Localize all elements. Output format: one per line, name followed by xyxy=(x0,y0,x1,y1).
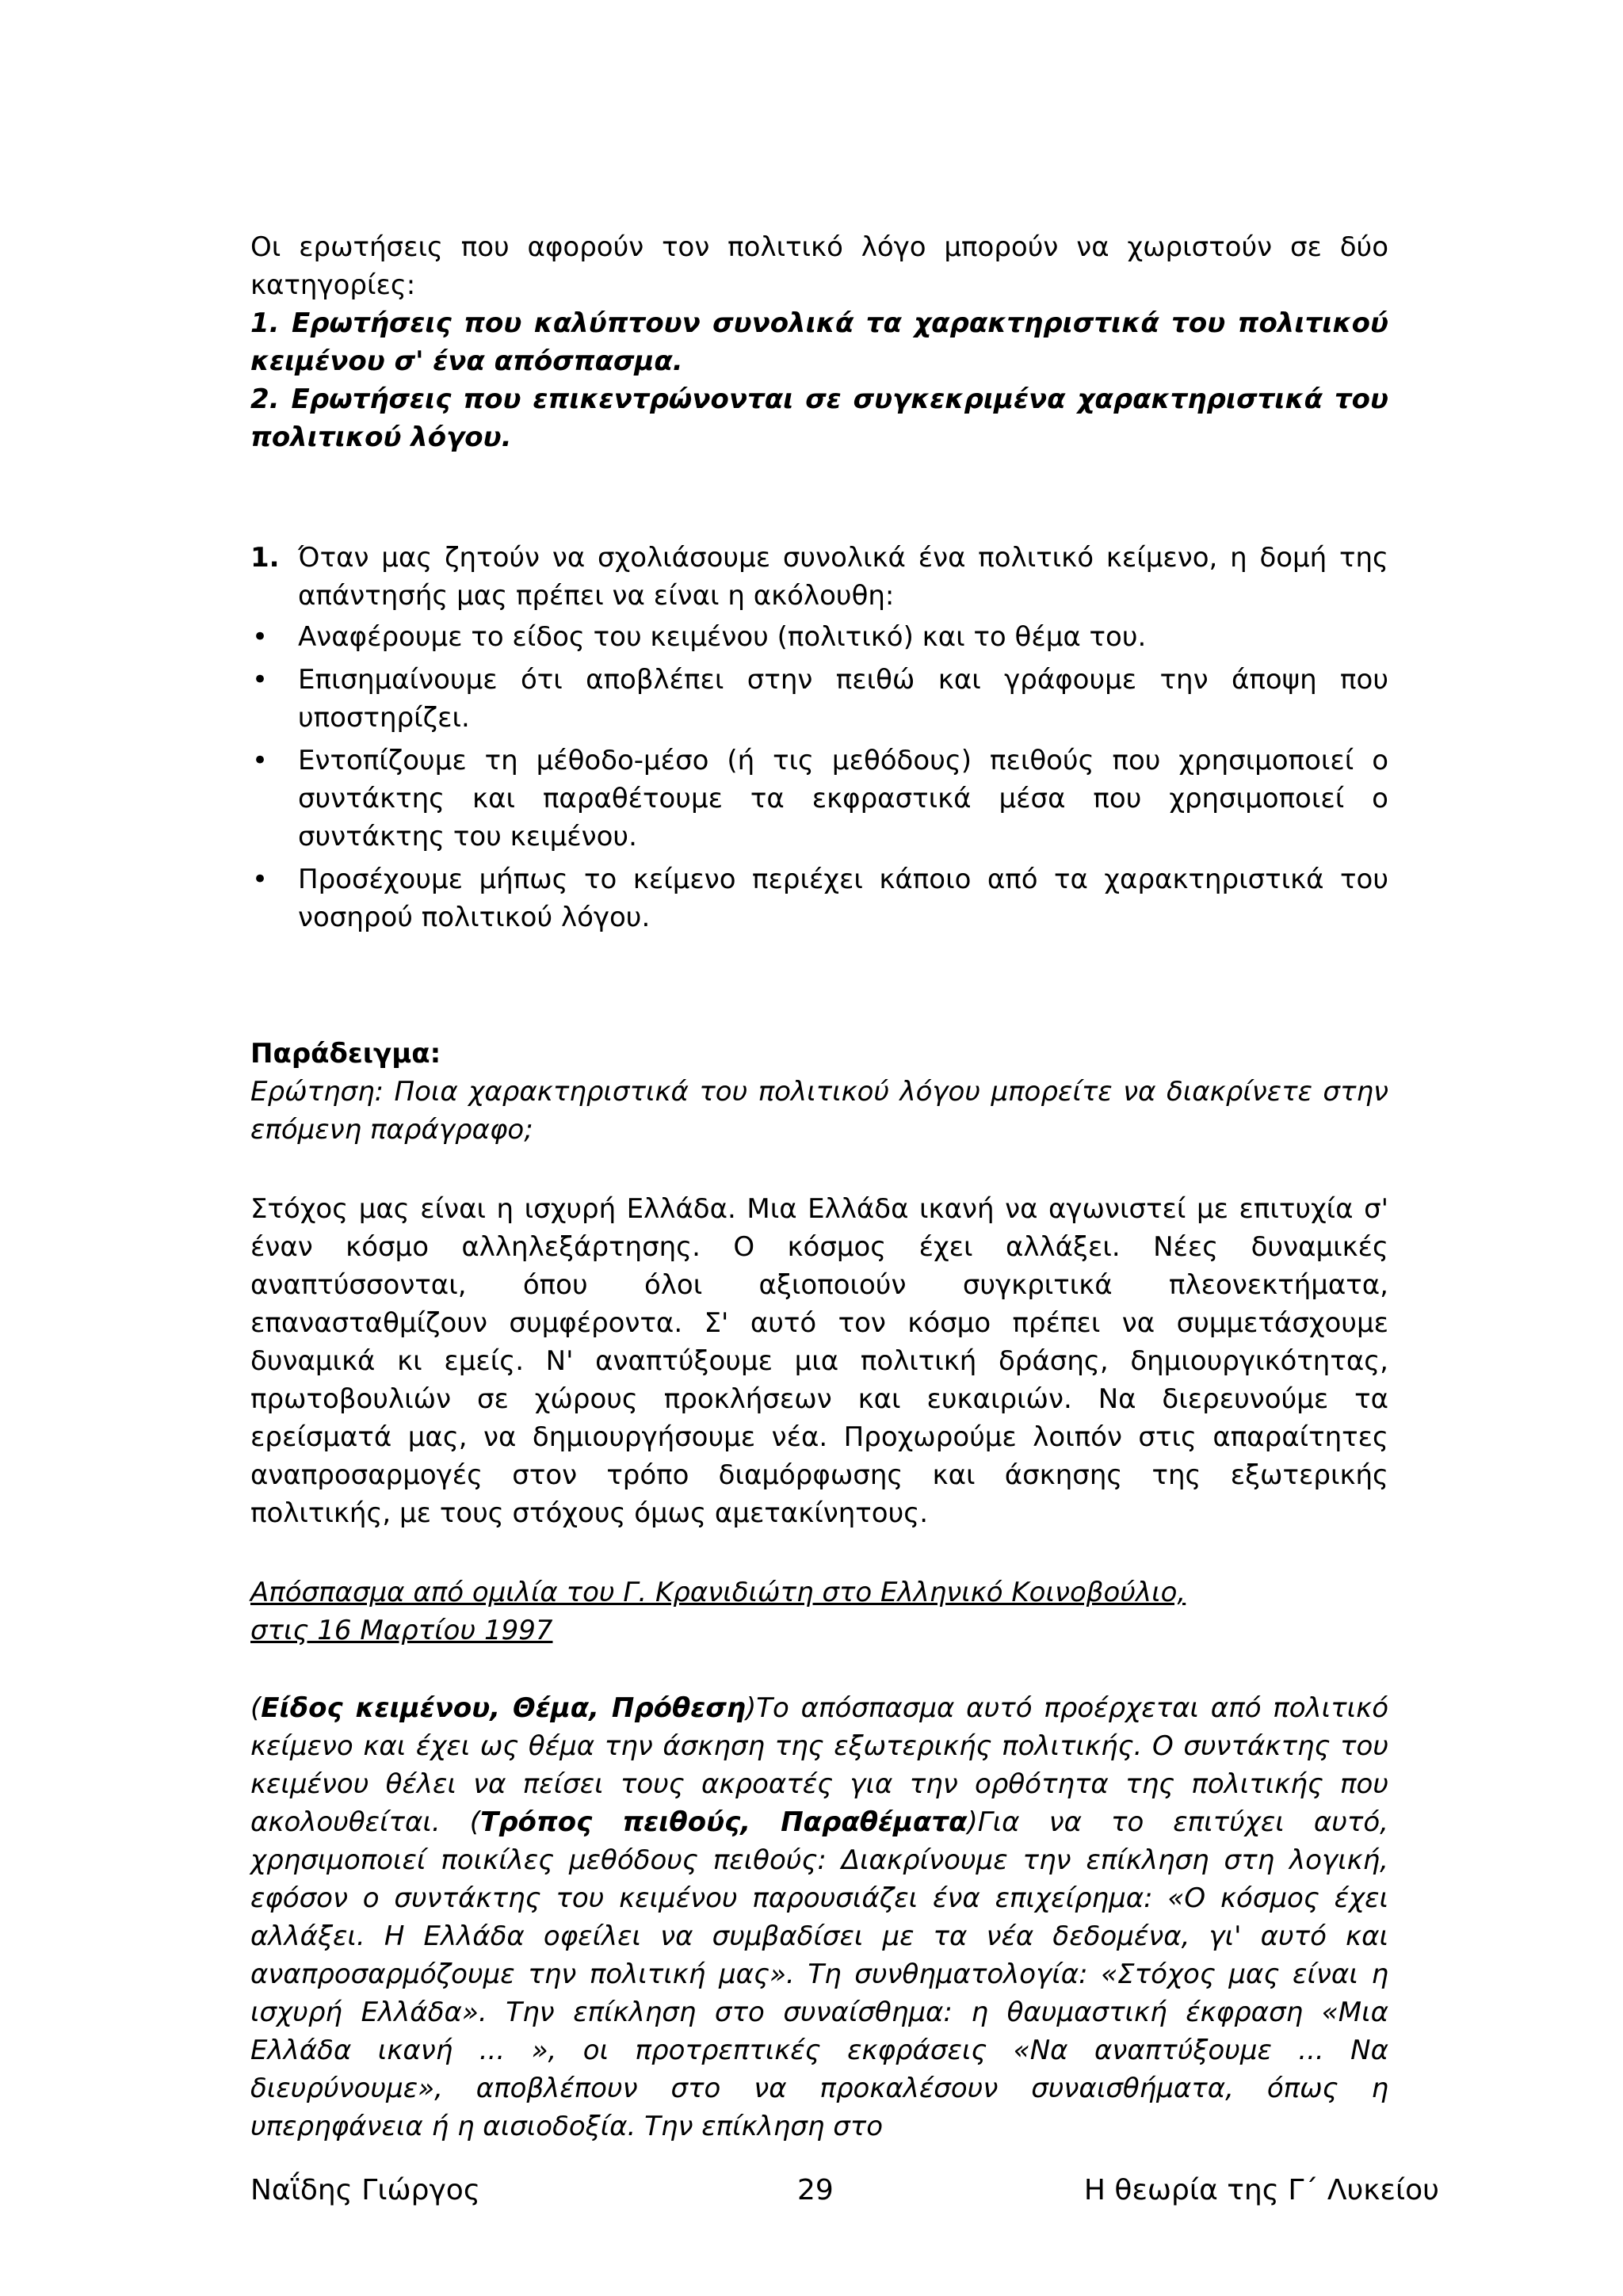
list-item-text: Εντοπίζουμε τη μέθοδο-μέσο (ή τις μεθόδους) πειθούς που χρησιμοποιεί ο συντάκτης και παραθέτουμε τα εκφραστικά μέσα που χρησιμοποιεί ο συντάκτης του κειμένου. xyxy=(298,745,1388,852)
passage-source xyxy=(250,1573,1388,1650)
analysis-label-persuasion: Τρόπος πειθούς, Παραθέματα xyxy=(480,1806,968,1838)
list-item-text: Προσέχουμε μήπως το κείμενο περιέχει κάποιο από τα χαρακτηριστικά του νοσηρού πολιτικού λόγου. xyxy=(298,864,1388,933)
list-item xyxy=(250,742,1388,856)
list-item-text: Επισημαίνουμε ότι αποβλέπει στην πειθώ και γράφουμε την άποψη που υποστηρίζει. xyxy=(298,664,1388,734)
page-footer xyxy=(250,2171,1439,2210)
list-item xyxy=(250,860,1388,936)
bullet-icon: • xyxy=(252,864,269,895)
question-category-1: 1. Ερωτήσεις που καλύπτουν συνολικά τα χαρακτηριστικά του πολιτικού κειμένου σ' ένα απόσπασμα. xyxy=(250,307,1388,377)
example-passage: Στόχος μας είναι η ισχυρή Ελλάδα. Μια Ελλάδα ικανή να αγωνιστεί με επιτυχία σ' έναν κόσμο αλληλεξάρτησης. Ο κόσμος έχει αλλάξει. Νέες δυναμικές αναπτύσσονται, όπου όλοι αξιοποιούν συγκριτικά πλεονεκτήματα, επανασταθμίζουν συμφέροντα. Σ' αυτό τον κόσμο πρέπει να συμμετάσχουμε δυναμικά κι εμείς. Ν' αναπτύξουμε μια πολιτική δράσης, δημιουργικότητας, πρωτοβουλιών σε χώρους προκλήσεων και ευκαιριών. Να διερευνούμε τα ερείσματά μας, να δημιουργήσουμε νέα. Προχωρούμε λοιπόν στις απαραίτητες αναπροσαρμογές στον τρόπο διαμόρφωσης και άσκησης της εξωτερικής πολιτικής, με τους στόχους όμως αμετακίνητους. xyxy=(250,1193,1388,1529)
source-line-1: Απόσπασμα από ομιλία του Γ. Κρανιδιώτη στο Ελληνικό Κοινοβούλιο, xyxy=(250,1577,1186,1608)
list-item xyxy=(250,618,1388,656)
list-item-text: Αναφέρουμε το είδος του κειμένου (πολιτικό) και το θέμα του. xyxy=(298,621,1147,653)
bullet-icon: • xyxy=(252,621,269,653)
footer-book-title: Η θεωρία της Γ΄ Λυκείου xyxy=(1083,2174,1439,2206)
section-1-text: Όταν μας ζητούν να σχολιάσουμε συνολικά ένα πολιτικό κείμενο, η δομή της απάντησής μας πρέπει να είναι η ακόλουθη: xyxy=(298,542,1388,612)
bullet-icon: • xyxy=(252,664,269,696)
source-line-2: στις 16 Μαρτίου 1997 xyxy=(250,1615,553,1646)
page-content xyxy=(250,228,1388,2145)
intro-text: Οι ερωτήσεις που αφορούν τον πολιτικό λόγο μπορούν να χωριστούν σε δύο κατηγορίες: xyxy=(250,231,1388,301)
example-heading: Παράδειγμα: xyxy=(250,1038,441,1070)
example-question: Ερώτηση: Ποια χαρακτηριστικά του πολιτικού λόγου μπορείτε να διακρίνετε στην επόμενη παράγραφο; xyxy=(250,1076,1388,1146)
analysis-label-genre-topic-purpose: Είδος κειμένου, Θέμα, Πρόθεση xyxy=(261,1692,747,1724)
example-analysis: (Είδος κειμένου, Θέμα, Πρόθεση)Το απόσπασμα αυτό προέρχεται από πολιτικό κείμενο και έχει ως θέμα την άσκηση της εξωτερικής πολιτικής. Ο συντάκτης του κειμένου θέλει να πείσει τους ακροατές για την ορθότητα της πολιτικής που ακολουθείται. (Τρόπος πειθούς, Παραθέματα)Για να το επιτύχει αυτό, χρησιμοποιεί ποικίλες μεθόδους πειθούς: Διακρίνουμε την επίκληση στη λογική, εφόσον ο συντάκτης του κειμένου παρουσιάζει ένα επιχείρημα: «Ο κόσμος έχει αλλάξει. Η Ελλάδα οφείλει να συμβαδίσει με τα νέα δεδομένα, γι' αυτό και αναπροσαρμόζουμε την πολιτική μας». Τη συνθηματολογία: «Στόχος μας είναι η ισχυρή Ελλάδα». Την επίκληση στο συναίσθημα: η θαυμαστική έκφραση «Μια Ελλάδα ικανή ... », οι προτρεπτικές εκφράσεις «Να αναπτύξουμε ... Να διευρύνουμε», αποβλέπουν στο να προκαλέσουν συναισθήματα, όπως η υπερηφάνεια ή η αισιοδοξία. Την επίκληση στο xyxy=(250,1692,1388,2142)
section-1-number: 1. xyxy=(250,542,280,574)
bullet-list xyxy=(250,618,1388,936)
page-number: 29 xyxy=(797,2174,834,2206)
bullet-icon: • xyxy=(252,745,269,776)
analysis-text-2: Για να το επιτύχει αυτό, χρησιμοποιεί ποικίλες μεθόδους πειθούς: Διακρίνουμε την επίκληση στη λογική, εφόσον ο συντάκτης του κειμένου παρουσιάζει ένα επιχείρημα: «Ο κόσμος έχει αλλάξει. Η Ελλάδα οφείλει να συμβαδίσει με τα νέα δεδομένα, γι' αυτό και αναπροσαρμόζουμε την πολιτική μας». Τη συνθηματολογία: «Στόχος μας είναι η ισχυρή Ελλάδα». Την επίκληση στο συναίσθημα: η θαυμαστική έκφραση «Μια Ελλάδα ικανή ... », οι προτρεπτικές εκφράσεις «Να αναπτύξουμε ... Να διευρύνουμε», αποβλέπουν στο να προκαλέσουν συναισθήματα, όπως η υπερηφάνεια ή η αισιοδοξία. Την επίκληση στο xyxy=(250,1806,1388,2142)
footer-author: Ναΐδης Γιώργος xyxy=(250,2174,480,2206)
analysis-text-1: Το απόσπασμα αυτό προέρχεται από πολιτικό κείμενο και έχει ως θέμα την άσκηση της εξωτερικής πολιτικής. Ο συντάκτης του κειμένου θέλει να πείσει τους ακροατές για την ορθότητα της πολιτικής που ακολουθείται. xyxy=(250,1692,1388,1838)
list-item xyxy=(250,661,1388,737)
question-category-2: 2. Ερωτήσεις που επικεντρώνονται σε συγκεκριμένα χαρακτηριστικά του πολιτικού λόγου. xyxy=(250,383,1388,453)
section-1 xyxy=(250,539,1388,615)
